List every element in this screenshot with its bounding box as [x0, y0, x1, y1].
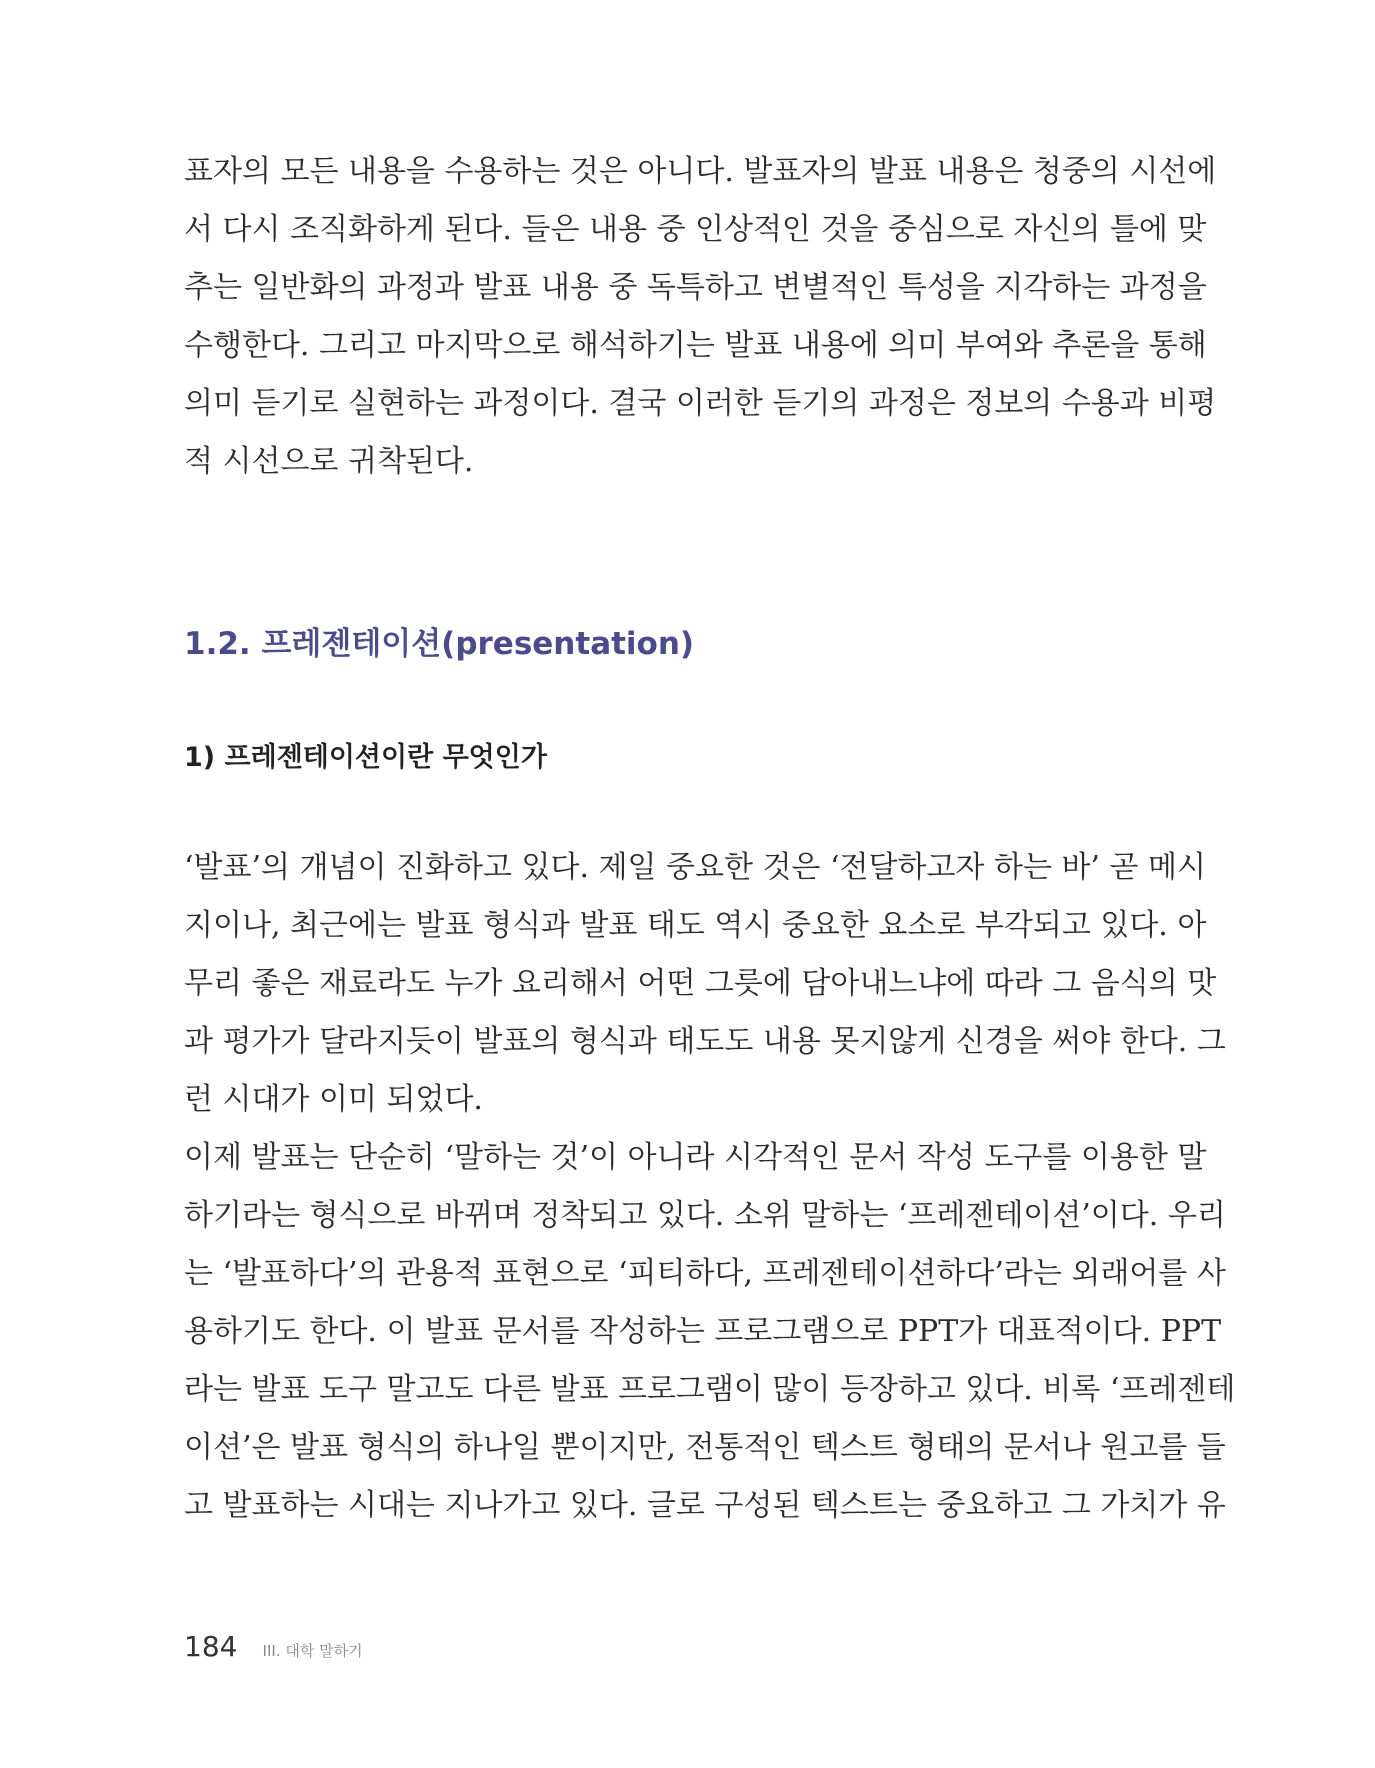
section-title: 1.2. 프레젠테이션(presentation) [184, 626, 695, 662]
text-line: 무리 좋은 재료라도 누가 요리해서 어떤 그릇에 담아내느냐에 따라 그 음식의 맛 [184, 966, 1217, 1001]
text-line: 추는 일반화의 과정과 발표 내용 중 독특하고 변별적인 특성을 지각하는 과정을 [184, 270, 1207, 305]
text-line: 서 다시 조직화하게 된다. 들은 내용 중 인상적인 것을 중심으로 자신의 틀에 맞 [184, 212, 1207, 247]
text-line: 수행한다. 그리고 마지막으로 해석하기는 발표 내용에 의미 부여와 추론을 통해 [184, 328, 1207, 363]
page-number: 184 [184, 1630, 238, 1663]
text-line: 런 시대가 이미 되었다. [184, 1082, 483, 1117]
text-line: 표자의 모든 내용을 수용하는 것은 아니다. 발표자의 발표 내용은 청중의 시선에 [184, 154, 1217, 189]
text-line: 이션’은 발표 형식의 하나일 뿐이지만, 전통적인 텍스트 형태의 문서나 원고를 들 [184, 1430, 1226, 1465]
text-line: ‘발표’의 개념이 진화하고 있다. 제일 중요한 것은 ‘전달하고자 하는 바’ 곧 메시 [184, 850, 1206, 885]
text-line: 이제 발표는 단순히 ‘말하는 것’이 아니라 시각적인 문서 작성 도구를 이용한 말 [184, 1140, 1207, 1175]
text-line: 용하기도 한다. 이 발표 문서를 작성하는 프로그램으로 PPT가 대표적이다. PPT [184, 1314, 1222, 1349]
text-line: 의미 듣기로 실현하는 과정이다. 결국 이러한 듣기의 과정은 정보의 수용과 비평 [184, 386, 1217, 421]
subsection-title: 1) 프레젠테이션이란 무엇인가 [184, 742, 547, 773]
text-line: 는 ‘발표하다’의 관용적 표현으로 ‘피티하다, 프레젠테이션하다’라는 외래어를 사 [184, 1256, 1226, 1291]
text-line: 지이나, 최근에는 발표 형식과 발표 태도 역시 중요한 요소로 부각되고 있다. 아 [184, 908, 1207, 943]
text-line: 하기라는 형식으로 바뀌며 정착되고 있다. 소위 말하는 ‘프레젠테이션’이다. 우리 [184, 1198, 1226, 1233]
text-line: 적 시선으로 귀착된다. [184, 444, 474, 479]
text-line: 고 발표하는 시대는 지나가고 있다. 글로 구성된 텍스트는 중요하고 그 가치가 유 [184, 1488, 1226, 1523]
page-footer [184, 1630, 363, 1663]
running-head: III. 대학 말하기 [262, 1642, 363, 1660]
text-line: 라는 발표 도구 말고도 다른 발표 프로그램이 많이 등장하고 있다. 비록 ‘프레젠테 [184, 1372, 1236, 1407]
text-line: 과 평가가 달라지듯이 발표의 형식과 태도도 내용 못지않게 신경을 써야 한다. 그 [184, 1024, 1226, 1059]
